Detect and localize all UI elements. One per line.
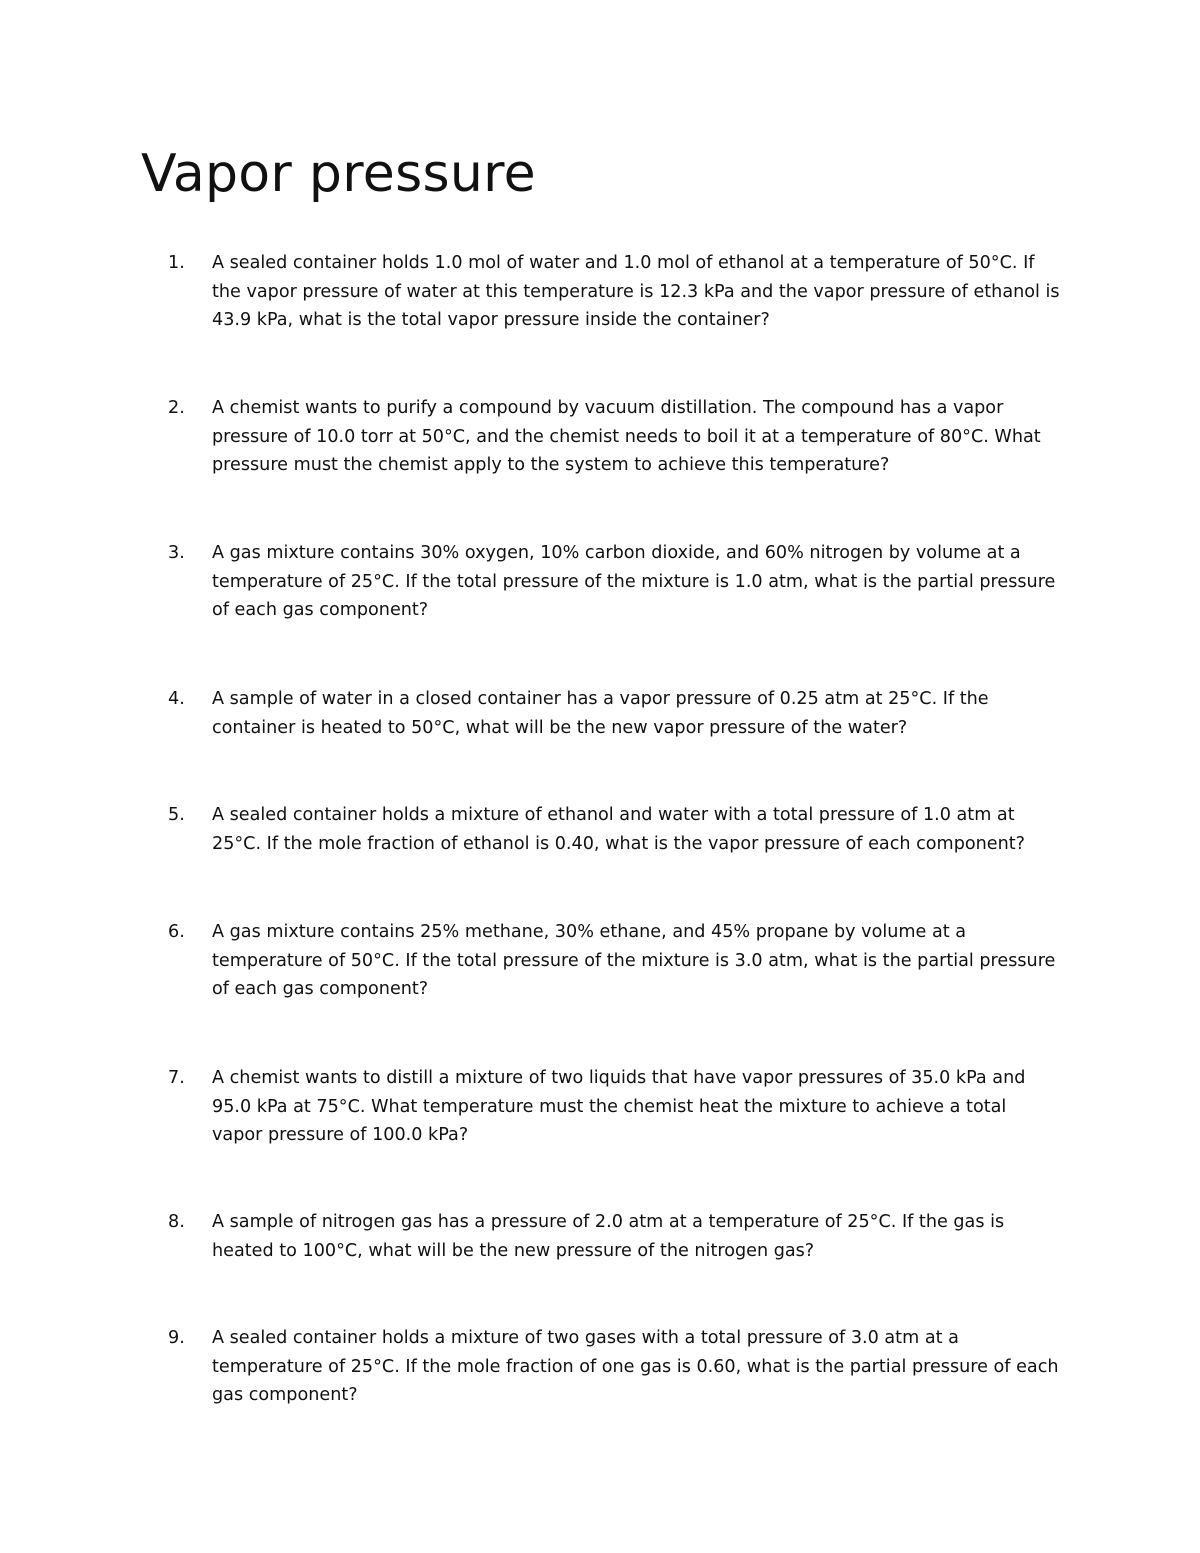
- question-number: 3.: [168, 543, 185, 563]
- question-text: A gas mixture contains 30% oxygen, 10% carbon dioxide, and 60% nitrogen by volume at a temperature of 25°C. If the total pressure of the mixture is 1.0 atm, what is the partial pressure of each gas component?: [212, 543, 1056, 621]
- question-item: [168, 685, 1068, 742]
- question-item: [168, 539, 1068, 625]
- question-item: [168, 1208, 1068, 1265]
- question-text: A sealed container holds 1.0 mol of water and 1.0 mol of ethanol at a temperature of 50°C. If the vapor pressure of water at this temperature is 12.3 kPa and the vapor pressure of ethanol is 43.9 kPa, what is the total vapor pressure inside the container?: [212, 253, 1060, 331]
- question-text: A sample of water in a closed container has a vapor pressure of 0.25 atm at 25°C. If the container is heated to 50°C, what will be the new vapor pressure of the water?: [212, 689, 989, 738]
- question-number: 8.: [168, 1212, 185, 1232]
- question-number: 6.: [168, 922, 185, 942]
- question-item: [168, 918, 1068, 1004]
- page-title: Vapor pressure: [141, 144, 536, 204]
- question-item: [168, 249, 1068, 335]
- question-text: A sample of nitrogen gas has a pressure of 2.0 atm at a temperature of 25°C. If the gas is heated to 100°C, what will be the new pressure of the nitrogen gas?: [212, 1212, 1005, 1261]
- question-text: A chemist wants to purify a compound by vacuum distillation. The compound has a vapor pressure of 10.0 torr at 50°C, and the chemist needs to boil it at a temperature of 80°C. What pressure must the chemist apply to the system to achieve this temperature?: [212, 398, 1041, 476]
- question-item: [168, 394, 1068, 480]
- question-text: A chemist wants to distill a mixture of two liquids that have vapor pressures of 35.0 kPa and 95.0 kPa at 75°C. What temperature must the chemist heat the mixture to achieve a total vapor pressure of 100.0 kPa?: [212, 1068, 1026, 1146]
- question-text: A gas mixture contains 25% methane, 30% ethane, and 45% propane by volume at a temperature of 50°C. If the total pressure of the mixture is 3.0 atm, what is the partial pressure of each gas component?: [212, 922, 1056, 1000]
- question-number: 4.: [168, 689, 185, 709]
- question-text: A sealed container holds a mixture of two gases with a total pressure of 3.0 atm at a temperature of 25°C. If the mole fraction of one gas is 0.60, what is the partial pressure of each gas component?: [212, 1328, 1059, 1406]
- question-number: 1.: [168, 253, 185, 273]
- question-number: 9.: [168, 1328, 185, 1348]
- question-item: [168, 1064, 1068, 1150]
- question-number: 2.: [168, 398, 185, 418]
- question-item: [168, 801, 1068, 858]
- question-text: A sealed container holds a mixture of ethanol and water with a total pressure of 1.0 atm at 25°C. If the mole fraction of ethanol is 0.40, what is the vapor pressure of each component?: [212, 805, 1025, 854]
- question-number: 5.: [168, 805, 185, 825]
- question-number: 7.: [168, 1068, 185, 1088]
- question-item: [168, 1324, 1068, 1410]
